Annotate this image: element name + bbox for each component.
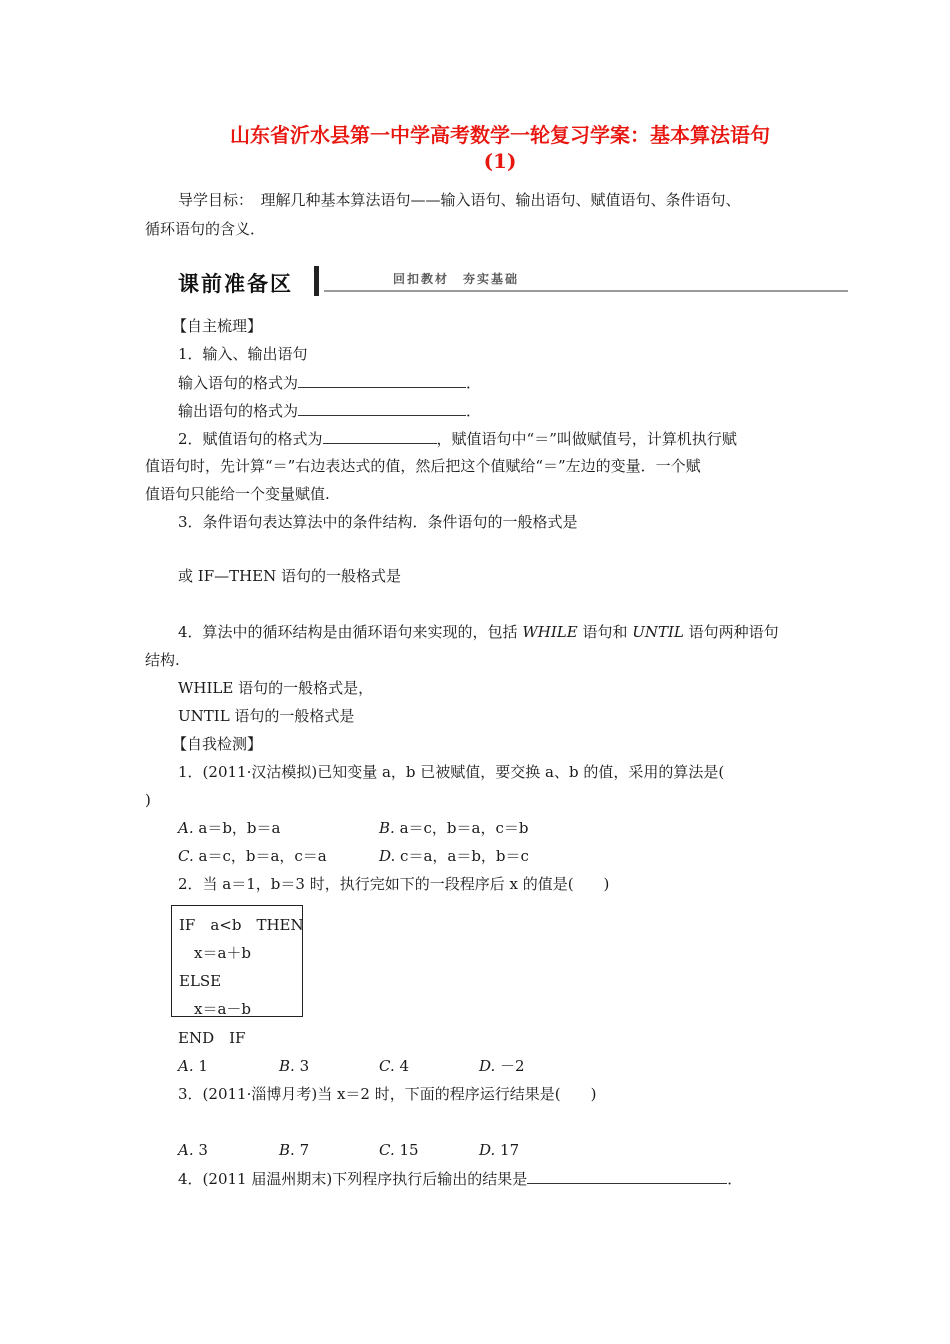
- item-2-line-1: [178, 428, 737, 449]
- option-letter: B.: [379, 819, 395, 837]
- option-text: 15: [399, 1141, 419, 1159]
- question-4-text: 4．(2011 届温州期末)下列程序执行后输出的结果是: [178, 1170, 528, 1188]
- option-text: c＝a，a＝b，b＝c: [400, 847, 529, 865]
- q2-option-a: [178, 1056, 208, 1076]
- item-3-if-then: 或 IF—THEN 语句的一般格式是: [178, 567, 402, 585]
- q3-option-d: [479, 1140, 519, 1160]
- option-text: a＝b，b＝a: [198, 819, 281, 837]
- zizhu-heading: 【自主梳理】: [172, 317, 263, 335]
- output-format-period: ．: [466, 402, 482, 420]
- item-2-rest: ，赋值语句中“＝”叫做赋值号，计算机执行赋: [436, 430, 737, 448]
- item-2-label: 2．赋值语句的格式为: [178, 430, 323, 448]
- intro-line-2: 循环语句的含义．: [145, 220, 266, 238]
- option-letter: A.: [178, 819, 194, 837]
- option-text: 1: [198, 1057, 208, 1075]
- q3-option-b: [279, 1140, 309, 1160]
- question-4: [178, 1168, 742, 1189]
- option-text: 4: [399, 1057, 410, 1075]
- program-code-box: [171, 905, 303, 1017]
- question-2: 2．当 a＝1，b＝3 时，执行完如下的一段程序后 x 的值是( ): [178, 875, 610, 893]
- option-text: 7: [299, 1141, 310, 1159]
- input-format-line: [178, 372, 481, 393]
- input-format-period: ．: [466, 374, 482, 392]
- option-letter: B.: [279, 1057, 295, 1075]
- q1-option-d: [379, 846, 529, 866]
- question-3: 3．(2011·淄博月考)当 x＝2 时，下面的程序运行结果是( ): [178, 1085, 597, 1103]
- q1-option-c: [178, 846, 327, 866]
- item-4-line-2: 结构.: [145, 651, 180, 669]
- section-banner: [178, 264, 848, 298]
- code-end-if: END IF: [178, 1029, 246, 1047]
- item-2-line-3: 值语句只能给一个变量赋值.: [145, 485, 330, 503]
- code-line: IF a<b THEN: [179, 916, 304, 934]
- q2-option-b: [279, 1056, 309, 1076]
- item-4-line-1: [178, 622, 779, 642]
- question-1: 1．(2011·汉沽模拟)已知变量 a，b 已被赋值，要交换 a、b 的值，采用的算法是(: [178, 763, 725, 781]
- item-2-line-2: 值语句时，先计算“＝”右边表达式的值，然后把这个值赋给“＝”左边的变量．一个赋: [145, 457, 701, 475]
- item-4-mid: 语句和: [577, 623, 633, 641]
- output-format-blank[interactable]: [298, 400, 466, 416]
- q1-option-b: [379, 818, 528, 838]
- banner-rule: [324, 290, 848, 292]
- item-4-end: 语句两种语句: [683, 623, 779, 641]
- item-4-until: UNTIL: [632, 623, 684, 641]
- until-format: UNTIL 语句的一般格式是: [178, 707, 355, 725]
- option-letter: A.: [178, 1141, 194, 1159]
- question-1-cont: ): [145, 791, 151, 809]
- input-format-blank[interactable]: [298, 372, 466, 388]
- document-title-suffix: (1): [483, 149, 517, 173]
- assignment-format-blank[interactable]: [323, 428, 437, 444]
- question-4-end: ．: [727, 1170, 743, 1188]
- option-letter: D.: [479, 1057, 496, 1075]
- code-line: x＝a－b: [179, 1000, 252, 1018]
- q1-option-a: [178, 818, 280, 838]
- q4-answer-blank[interactable]: [527, 1168, 727, 1184]
- output-format-line: [178, 400, 481, 421]
- option-letter: D.: [379, 847, 396, 865]
- banner-title: 课前准备区: [178, 272, 293, 296]
- option-letter: C.: [178, 847, 194, 865]
- banner-subtitle: 回扣教材 夯实基础: [393, 272, 520, 286]
- option-text: 3: [198, 1141, 208, 1159]
- intro-line-1: 导学目标： 理解几种基本算法语句——输入语句、输出语句、赋值语句、条件语句、: [178, 191, 741, 209]
- q3-option-a: [178, 1140, 208, 1160]
- item-3: 3．条件语句表达算法中的条件结构．条件语句的一般格式是: [178, 513, 578, 531]
- code-line: x＝a＋b: [179, 944, 252, 962]
- while-format: WHILE 语句的一般格式是，: [178, 679, 374, 697]
- option-text: a＝c，b＝a，c＝a: [198, 847, 327, 865]
- option-text: a＝c，b＝a，c＝b: [399, 819, 529, 837]
- option-letter: A.: [178, 1057, 194, 1075]
- q3-option-c: [379, 1140, 419, 1160]
- option-letter: C.: [379, 1057, 395, 1075]
- code-line: ELSE: [179, 972, 222, 990]
- ziwo-heading: 【自我检测】: [172, 735, 263, 753]
- item-1: 1．输入、输出语句: [178, 345, 308, 363]
- document-title: 山东省沂水县第一中学高考数学一轮复习学案：基本算法语句: [230, 123, 770, 147]
- option-letter: C.: [379, 1141, 395, 1159]
- output-format-label: 输出语句的格式为: [178, 402, 299, 420]
- banner-divider: [314, 266, 319, 296]
- item-4-text: 4．算法中的循环结构是由循环语句来实现的，包括: [178, 623, 523, 641]
- item-4-while: WHILE: [522, 623, 578, 641]
- input-format-label: 输入语句的格式为: [178, 374, 299, 392]
- option-text: 3: [299, 1057, 310, 1075]
- option-letter: D.: [479, 1141, 496, 1159]
- option-letter: B.: [279, 1141, 295, 1159]
- option-text: －2: [500, 1057, 525, 1075]
- option-text: 17: [500, 1141, 520, 1159]
- q2-option-c: [379, 1056, 409, 1076]
- q2-option-d: [479, 1056, 525, 1076]
